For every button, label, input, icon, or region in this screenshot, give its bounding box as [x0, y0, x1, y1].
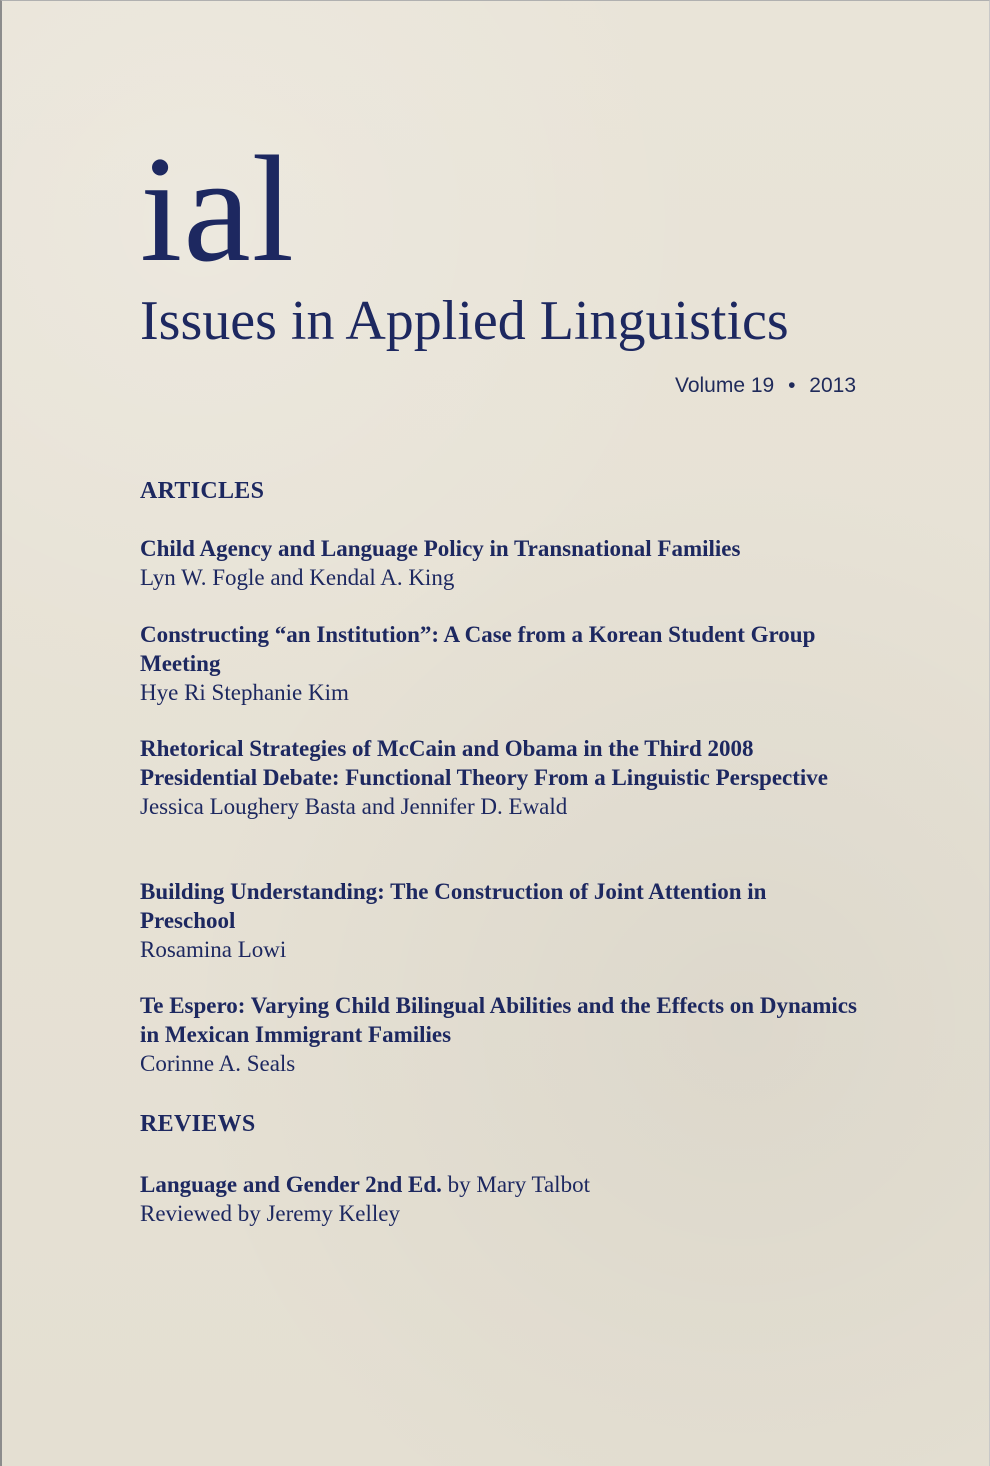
article-authors: Corinne A. Seals	[140, 1051, 296, 1076]
reviewer-line: Reviewed by Jeremy Kelley	[140, 1201, 400, 1226]
article-authors: Lyn W. Fogle and Kendal A. King	[140, 565, 455, 590]
article-title: Rhetorical Strategies of McCain and Obama in the Third 2008 Presidential Debate: Functional Theory From a Linguistic Perspective	[140, 736, 829, 790]
articles-heading: ARTICLES	[140, 478, 265, 504]
reviews-heading-block	[140, 1111, 860, 1138]
article-entry	[140, 877, 860, 964]
review-entry	[140, 1170, 860, 1228]
journal-title: Issues in Applied Linguistics	[140, 290, 789, 352]
article-authors: Rosamina Lowi	[140, 937, 287, 962]
reviews-heading: REVIEWS	[140, 1111, 256, 1137]
article-entry	[140, 734, 860, 821]
volume-label: Volume 19	[674, 374, 775, 397]
article-entry	[140, 620, 860, 707]
article-authors: Jessica Loughery Basta and Jennifer D. Ewald	[140, 794, 568, 819]
article-title: Building Understanding: The Construction of Joint Attention in Preschool	[140, 879, 767, 933]
article-title: Child Agency and Language Policy in Transnational Families	[140, 536, 741, 561]
journal-logo: ial	[140, 125, 295, 293]
issue-info	[666, 374, 856, 398]
article-entry	[140, 534, 860, 592]
article-title: Constructing “an Institution”: A Case from a Korean Student Group Meeting	[140, 622, 816, 676]
year-label: 2013	[809, 374, 856, 397]
article-authors: Hye Ri Stephanie Kim	[140, 680, 349, 705]
issue-separator: •	[788, 374, 796, 397]
review-title: Language and Gender 2nd Ed.	[140, 1172, 442, 1197]
articles-heading-block	[140, 478, 860, 505]
review-book-author: by Mary Talbot	[447, 1172, 590, 1197]
article-title: Te Espero: Varying Child Bilingual Abilities and the Effects on Dynamics in Mexican Immigrant Families	[140, 993, 857, 1047]
article-entry	[140, 991, 860, 1078]
review-line	[140, 1170, 860, 1199]
